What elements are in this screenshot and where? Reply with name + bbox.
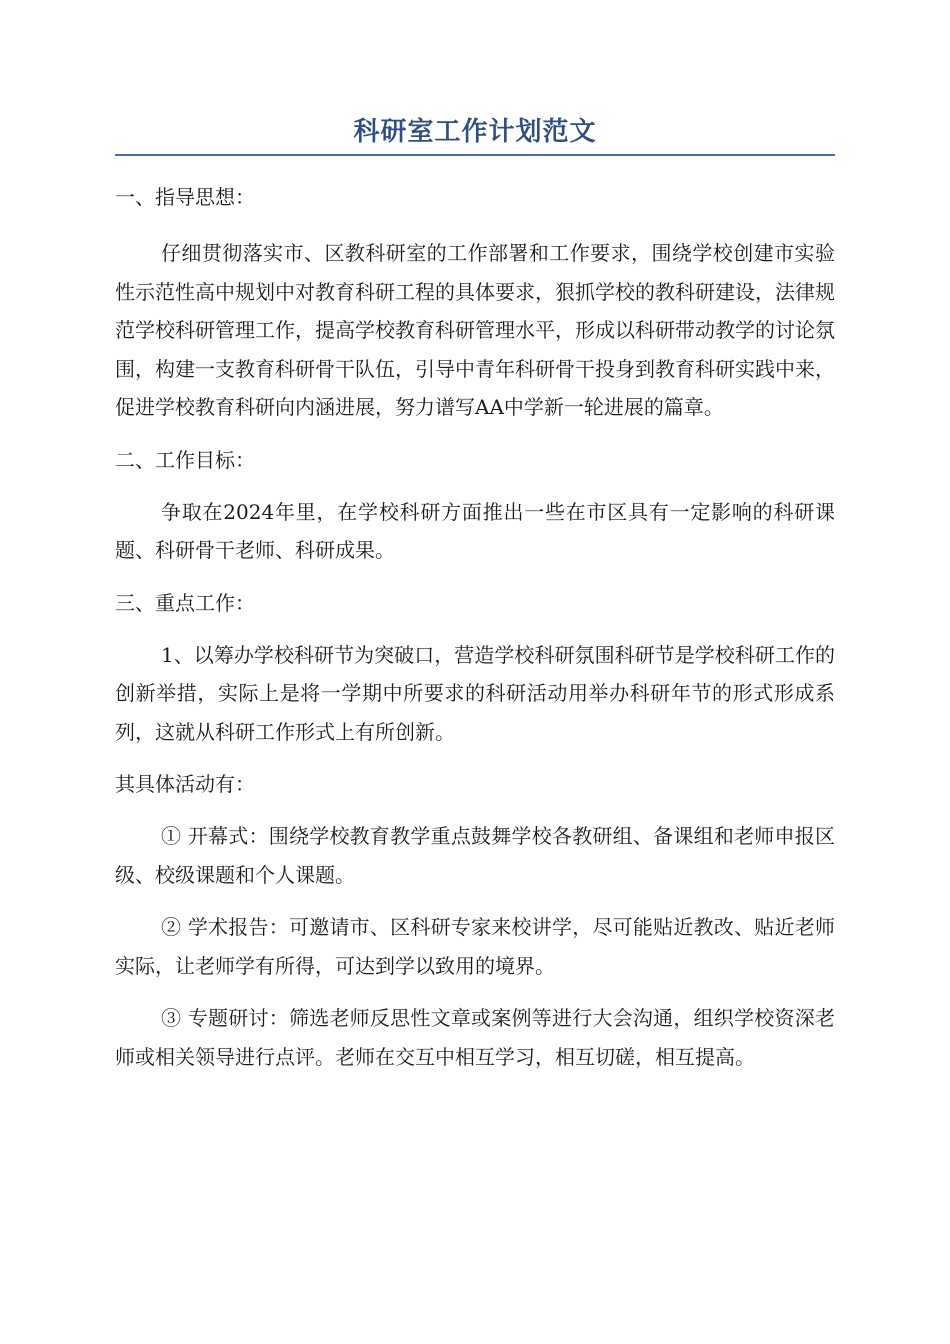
paragraph-guiding-thought: 仔细贯彻落实市、区教科研室的工作部署和工作要求，围绕学校创建市实验性示范性高中规划中对教育科研工程的具体要求，狠抓学校的教科研建设，法律规范学校科研管理工作，提高学校教育科研管理水平，形成以科研带动教学的讨论氛围，构建一支教育科研骨干队伍，引导中青年科研骨干投身到教育科研实践中来，促进学校教育科研向内涵进展，努力谱写AA中学新一轮进展的篇章。 — [115, 241, 835, 419]
activity-item-opening: ① 开幕式：围绕学校教育教学重点鼓舞学校各教研组、备课组和老师申报区级、校级课题和个人课题。 — [115, 824, 835, 887]
activity-item-academic-report: ② 学术报告：可邀请市、区科研专家来校讲学，尽可能贴近教改、贴近老师实际，让老师学有所得，可达到学以致用的境界。 — [115, 915, 835, 978]
title-divider — [115, 154, 835, 156]
section-heading-key-work: 三、重点工作： — [115, 590, 255, 615]
document-page — [115, 112, 835, 1076]
activities-heading: 其具体活动有： — [115, 772, 255, 796]
section-heading-guiding-thought: 一、指导思想： — [115, 185, 255, 209]
section-heading-work-goals: 二、工作目标： — [115, 447, 255, 472]
paragraph-work-goals: 争取在2024年里，在学校科研方面推出一些在市区具有一定影响的科研课题、科研骨干老师、科研成果。 — [115, 499, 835, 562]
page-title: 科研室工作计划范文 — [353, 117, 597, 147]
activity-item-seminar: ③ 专题研讨：筛选老师反思性文章或案例等进行大会沟通，组织学校资深老师或相关领导进行点评。老师在交互中相互学习，相互切磋，相互提高。 — [115, 1006, 835, 1069]
paragraph-key-work: 1、以筹办学校科研节为突破口，营造学校科研氛围科研节是学校科研工作的创新举措，实际上是将一学期中所要求的科研活动用举办科研年节的形式形成系列，这就从科研工作形式上有所创新。 — [115, 642, 835, 744]
